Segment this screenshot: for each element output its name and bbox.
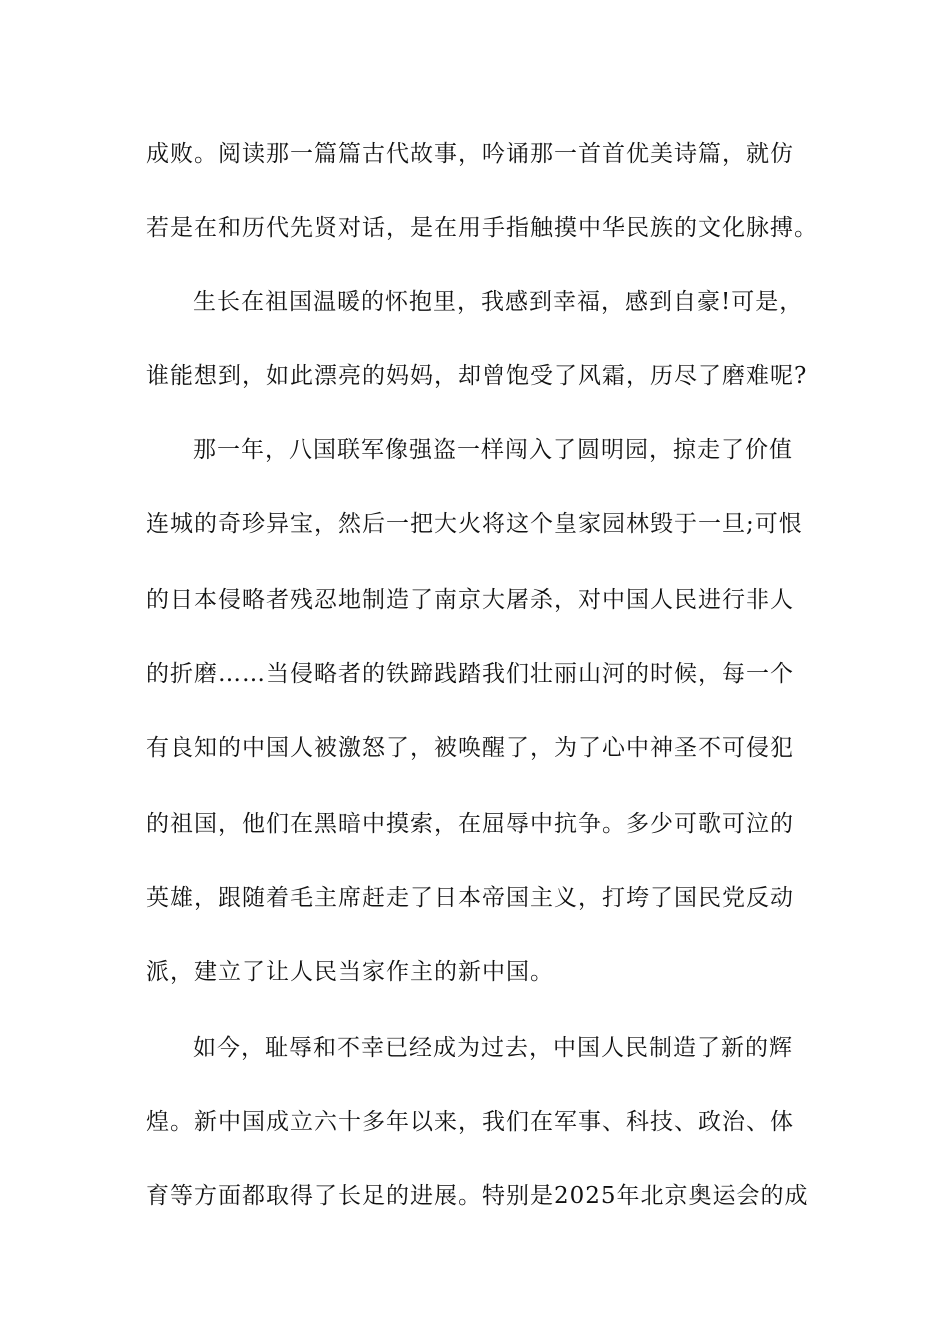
paragraph-start-line: 那一年，八国联军像强盗一样闯入了圆明园，掠走了价值 — [193, 437, 793, 463]
text-line: 的祖国，他们在黑暗中摸索，在屈辱中抗争。多少可歌可泣的 — [146, 811, 794, 837]
text-line: 有良知的中国人被激怒了，被唤醒了，为了心中神圣不可侵犯 — [146, 735, 794, 761]
text-line: 若是在和历代先贤对话，是在用手指触摸中华民族的文化脉搏。 — [146, 215, 818, 241]
paragraph-start-line: 如今，耻辱和不幸已经成为过去，中国人民制造了新的辉 — [193, 1035, 793, 1061]
text-line: 的折磨……当侵略者的铁蹄践踏我们壮丽山河的时候，每一个 — [146, 661, 794, 687]
text-line: 成败。阅读那一篇篇古代故事，吟诵那一首首优美诗篇，就仿 — [146, 141, 794, 167]
text-line: 英雄，跟随着毛主席赶走了日本帝国主义，打垮了国民党反动 — [146, 885, 794, 911]
text-line: 连城的奇珍异宝，然后一把大火将这个皇家园林毁于一旦;可恨 — [146, 511, 803, 537]
paragraph-start-line: 生长在祖国温暖的怀抱里，我感到幸福，感到自豪!可是， — [193, 289, 804, 315]
text-line: 煌。新中国成立六十多年以来，我们在军事、科技、政治、体 — [146, 1109, 794, 1135]
text-line: 谁能想到，如此漂亮的妈妈，却曾饱受了风霜，历尽了磨难呢? — [146, 363, 808, 389]
text-line: 的日本侵略者残忍地制造了南京大屠杀，对中国人民进行非人 — [146, 587, 794, 613]
text-line: 派，建立了让人民当家作主的新中国。 — [146, 959, 554, 985]
text-line: 育等方面都取得了长足的进展。特别是2025年北京奥运会的成 — [146, 1183, 809, 1209]
